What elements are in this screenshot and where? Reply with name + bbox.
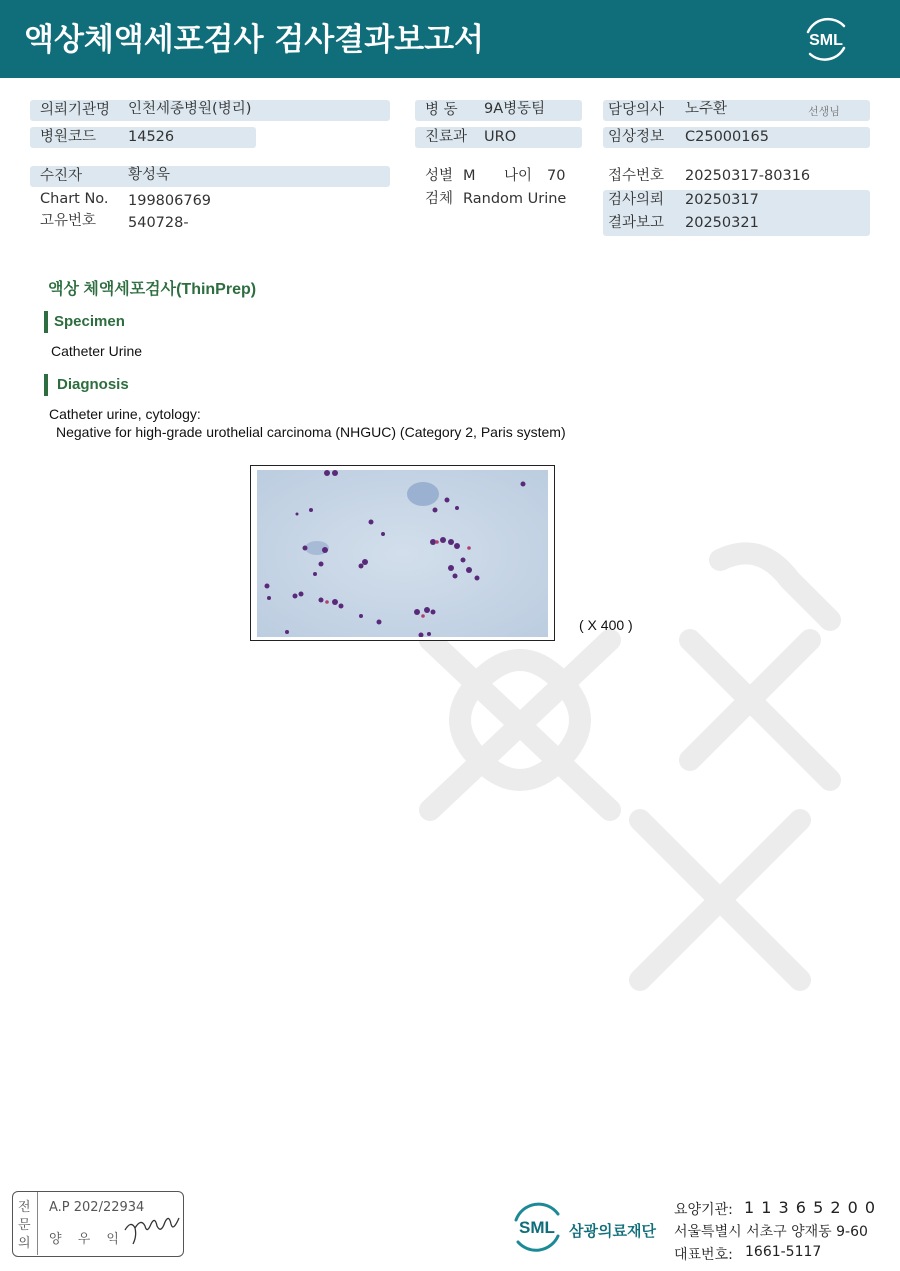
report-label: 결과보고 xyxy=(608,215,665,231)
sml-logo-icon xyxy=(798,12,854,66)
sex-label: 성별 xyxy=(425,168,454,184)
department-value: URO xyxy=(484,129,517,145)
phone-label: 대표번호: xyxy=(674,1247,733,1263)
clinical-label: 임상정보 xyxy=(608,129,665,145)
name-label: 수진자 xyxy=(40,168,83,184)
doctor-value: 노주환 xyxy=(685,101,728,117)
pathologist-stamp xyxy=(12,1191,184,1257)
care-code-value: 1 1 3 6 5 2 0 0 xyxy=(744,1198,877,1217)
microscopy-image xyxy=(257,470,548,637)
stamp-char-3: 의 xyxy=(18,1236,31,1251)
specimen-type-label: 검체 xyxy=(425,191,454,207)
svg-text:SML: SML xyxy=(519,1218,555,1237)
ward-label: 병 동 xyxy=(425,102,458,118)
stamp-char-2: 문 xyxy=(18,1218,31,1233)
doctor-label: 담당의사 xyxy=(608,102,665,118)
diagnosis-bar xyxy=(44,374,48,396)
address: 서울특별시 서초구 양재동 9-60 xyxy=(674,1224,868,1240)
magnification-label: ( X 400 ) xyxy=(579,617,633,633)
clinical-value: C25000165 xyxy=(685,129,769,145)
hospital-code-label: 병원코드 xyxy=(40,129,97,145)
hospital-code-value: 14526 xyxy=(128,129,175,145)
ap-number: A.P 202/22934 xyxy=(49,1200,145,1215)
stamp-char-1: 전 xyxy=(18,1200,31,1215)
row-name-bg xyxy=(30,166,390,187)
specimen-bar xyxy=(44,311,48,333)
sml-footer-logo-icon xyxy=(508,1198,566,1256)
sex-value: M xyxy=(463,168,476,184)
age-label: 나이 xyxy=(504,168,533,184)
id-label: 고유번호 xyxy=(40,213,97,229)
specimen-heading: Specimen xyxy=(54,313,125,330)
doctor-suffix: 선생님 xyxy=(808,105,840,118)
diagnosis-line1: Catheter urine, cytology: xyxy=(49,406,201,422)
request-label: 검사의뢰 xyxy=(608,192,665,208)
reception-value: 20250317-80316 xyxy=(685,168,811,184)
report-title: 액상체액세포검사 검사결과보고서 xyxy=(24,22,484,58)
chart-label: Chart No. xyxy=(40,191,109,207)
institution-label: 의뢰기관명 xyxy=(40,102,111,118)
diagnosis-heading: Diagnosis xyxy=(57,376,129,393)
specimen-type-value: Random Urine xyxy=(463,191,567,207)
foundation-name: 삼광의료재단 xyxy=(569,1222,656,1240)
diagnosis-line2: Negative for high-grade urothelial carcinoma (NHGUC) (Category 2, Paris system) xyxy=(56,424,566,440)
specimen-text: Catheter Urine xyxy=(51,343,143,359)
request-value: 20250317 xyxy=(685,192,759,208)
reception-label: 접수번호 xyxy=(608,168,665,184)
exam-title: 액상 체액세포검사(ThinPrep) xyxy=(48,281,257,298)
department-label: 진료과 xyxy=(425,129,468,145)
report-value: 20250321 xyxy=(685,215,759,231)
ward-value: 9A병동팀 xyxy=(484,101,546,117)
care-code-label: 요양기관: xyxy=(674,1202,733,1218)
handwritten-signature-icon xyxy=(121,1206,183,1250)
svg-text:SML: SML xyxy=(809,32,843,49)
chart-value: 199806769 xyxy=(128,193,212,209)
name-value: 황성욱 xyxy=(128,167,171,183)
microscopy-image-frame xyxy=(250,465,555,641)
id-value: 540728- xyxy=(128,215,189,231)
phone-value: 1661-5117 xyxy=(745,1244,822,1260)
pathologist-name: 양 우 익 xyxy=(49,1232,125,1247)
institution-value: 인천세종병원(병리) xyxy=(128,101,252,117)
stamp-side-column xyxy=(13,1192,38,1255)
age-value: 70 xyxy=(547,168,566,184)
